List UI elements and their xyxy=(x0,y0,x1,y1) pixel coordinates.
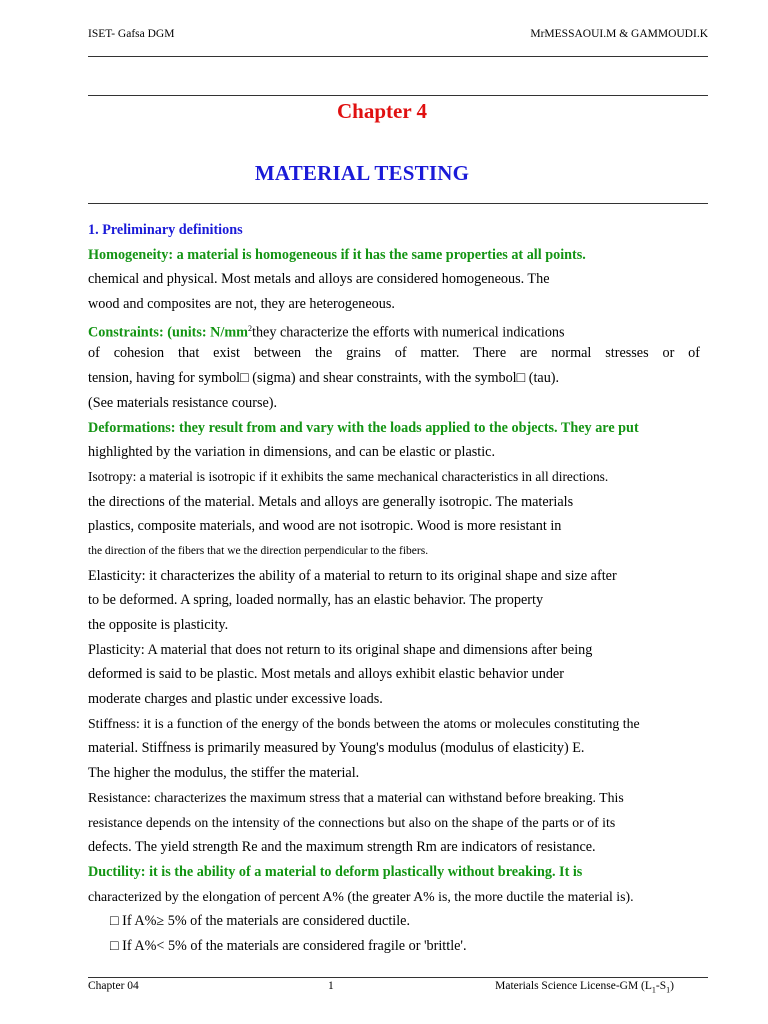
paragraph-line: the direction of the fibers that we the direction perpendicular to the fibers. xyxy=(88,544,429,557)
paragraph-line: material. Stiffness is primarily measured by Young's modulus (modulus of elasticity) E. xyxy=(88,740,585,757)
document-body xyxy=(88,218,700,959)
footer-chapter: Chapter 04 xyxy=(88,980,139,992)
paragraph-line: the opposite is plasticity. xyxy=(88,617,229,633)
header-institution: ISET- Gafsa DGM xyxy=(88,28,175,40)
paragraph-line: Constraints: (units: $N/mm^2they$ characterize the efforts with numerical indications xyxy=(88,323,565,341)
paragraph-line: Homogeneity: a material is homogeneous if it has the same properties at all points. xyxy=(88,246,586,263)
paragraph-line: Elasticity: it characterizes the ability of a material to return to its original shape and size after xyxy=(88,567,617,584)
paragraph-line: to be deformed. A spring, loaded normally, has an elastic behavior. The property xyxy=(88,592,544,609)
title-top-rule xyxy=(88,95,708,96)
paragraph-line: resistance depends on the intensity of the connections but also on the shape of the parts or of its xyxy=(88,814,616,830)
paragraph-line: defects. The yield strength Re and the maximum strength Rm are indicators of resistance. xyxy=(88,839,596,856)
paragraph-line: Resistance: characterizes the maximum stress that a material can withstand before breaking. This xyxy=(88,789,624,805)
paragraph-line: of cohesion that exist between the grains of matter. There are normal stresses or of xyxy=(88,345,700,362)
bullet-item: □ If A%≥ 5% of the materials are considered ductile. xyxy=(110,913,410,930)
paragraph-line: Plasticity: A material that does not return to its original shape and dimensions after being xyxy=(88,641,593,658)
paragraph-line: deformed is said to be plastic. Most metals and alloys exhibit elastic behavior under xyxy=(88,666,564,683)
footer-rule xyxy=(88,977,708,978)
title-bottom-rule xyxy=(88,203,708,204)
paragraph-line: (See materials resistance course). xyxy=(88,394,278,411)
paragraph-line: the directions of the material. Metals and alloys are generally isotropic. The materials xyxy=(88,493,574,510)
paragraph-line: Deformations: they result from and vary with the loads applied to the objects. They are put xyxy=(88,419,639,436)
constraints-term: Constraints: (units: N/mm xyxy=(88,324,249,341)
page-number: 1 xyxy=(328,980,334,992)
header-authors: MrMESSAOUI.M & GAMMOUDI.K xyxy=(530,28,708,40)
chapter-heading: Chapter 4 xyxy=(336,99,428,123)
header-rule xyxy=(88,56,708,57)
paragraph-line: The higher the modulus, the stiffer the material. xyxy=(88,765,360,782)
paragraph-line: Stiffness: it is a function of the energy of the bonds between the atoms or molecules constituting the xyxy=(88,715,640,731)
footer-course: Materials Science License-GM $(L_1-S_1)$ xyxy=(495,980,674,995)
bullet-item: □ If A%< 5% of the materials are considered fragile or 'brittle'. xyxy=(110,937,467,954)
paragraph-line: moderate charges and plastic under excessive loads. xyxy=(88,691,383,708)
paragraph-line: highlighted by the variation in dimensions, and can be elastic or plastic. xyxy=(88,444,496,461)
paragraph-line: Ductility: it is the ability of a material to deform plastically without breaking. It is xyxy=(88,863,583,880)
paragraph-line: chemical and physical. Most metals and alloys are considered homogeneous. The xyxy=(88,271,550,288)
paragraph-line: wood and composites are not, they are heterogeneous. xyxy=(88,296,395,313)
paragraph-line: Isotropy: a material is isotropic if it exhibits the same mechanical characteristics in all directions. xyxy=(88,468,609,484)
paragraph-line: characterized by the elongation of percent A% (the greater A% is, the more ductile the material is). xyxy=(88,888,634,904)
paragraph-line: plastics, composite materials, and wood are not isotropic. Wood is more resistant in xyxy=(88,518,562,535)
paragraph-line: tension, having for symbol□ (sigma) and shear constraints, with the symbol□ (tau). xyxy=(88,370,560,387)
page-title: MATERIAL TESTING xyxy=(254,161,470,185)
constraints-text: they characterize the efforts with numerical indications xyxy=(252,324,565,341)
section-heading: 1. Preliminary definitions xyxy=(88,222,243,238)
